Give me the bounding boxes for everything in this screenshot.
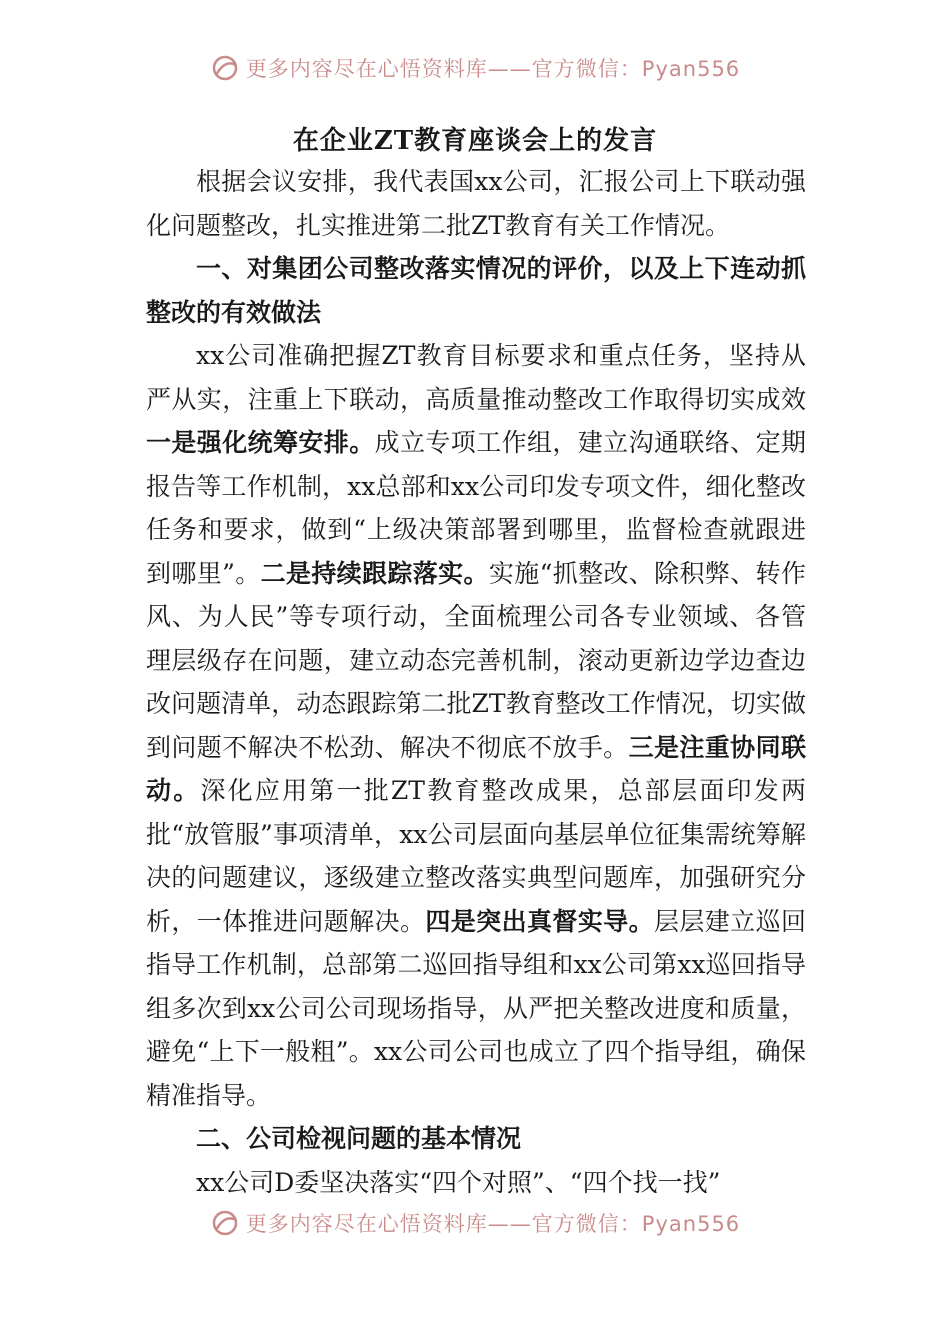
document-title: 在企业ZT教育座谈会上的发言 [292,126,658,156]
key-point-1-text: 成立专项工作组，建立沟通联络、定期报告等工作机制，xx总部和xx公司印发专项文件，细化整改任务和要求，做到“上级决策部署到哪里，监督检查就跟进到哪里”。 [146,428,806,588]
watermark-banner-top [0,48,950,88]
key-point-2: 二是持续跟踪落实。 [260,558,489,588]
paragraph-lead: xx公司准确把握ZT教育目标要求和重点任务，坚持从严从实，注重上下联动，高质量推动整改工作取得切实成效 [146,341,806,414]
key-point-3-text: 深化应用第一批ZT教育整改成果，总部层面印发两批“放管服”事项清单，xx公司层面向基层单位征集需统筹解决的问题建议，逐级建立整改落实典型问题库，加强研究分析，一体推进问题解决。 [146,776,806,936]
logo-icon [210,1208,240,1238]
paragraph-problems: xx公司D委坚决落实“四个对照”、“四个找一找” [196,1167,721,1197]
section-heading-2: 二、公司检视问题的基本情况 [196,1124,522,1153]
intro-paragraph: 根据会议安排，我代表国xx公司，汇报公司上下联动强化问题整改，扎实推进第二批ZT教育有关工作情况。 [146,167,806,240]
key-point-2-text: 实施“抓整改、除积弊、转作风、为人民”等专项行动，全面梳理公司各专业领域、各管理层级存在问题，建立动态完善机制，滚动更新边学边查边改问题清单，动态跟踪第二批ZT教育整改工作情况，切实做到问题不解决不松劲、解决不彻底不放手。 [146,558,806,762]
watermark-text: 更多内容尽在心悟资料库——官方微信：Pyan556 [245,1212,741,1236]
watermark-banner-bottom [0,1203,950,1243]
logo-icon [210,53,240,83]
document-body [146,160,806,1204]
key-point-4-text: 层层建立巡回指导工作机制，总部第二巡回指导组和xx公司第xx巡回指导组多次到xx公司公司现场指导，从严把关整改进度和质量，避免“上下一般粗”。xx公司公司也成立了四个指导组，确保精准指导。 [146,906,806,1110]
key-point-1: 一是强化统筹安排。 [146,428,375,457]
section-heading-1: 一、对集团公司整改落实情况的评价，以及上下连动抓整改的有效做法 [146,254,806,327]
watermark-text: 更多内容尽在心悟资料库——官方微信：Pyan556 [245,57,741,81]
key-point-4: 四是突出真督实导。 [425,906,654,936]
key-point-3: 三是注重协同联动。 [146,732,806,805]
paragraph-measures [146,334,806,1117]
